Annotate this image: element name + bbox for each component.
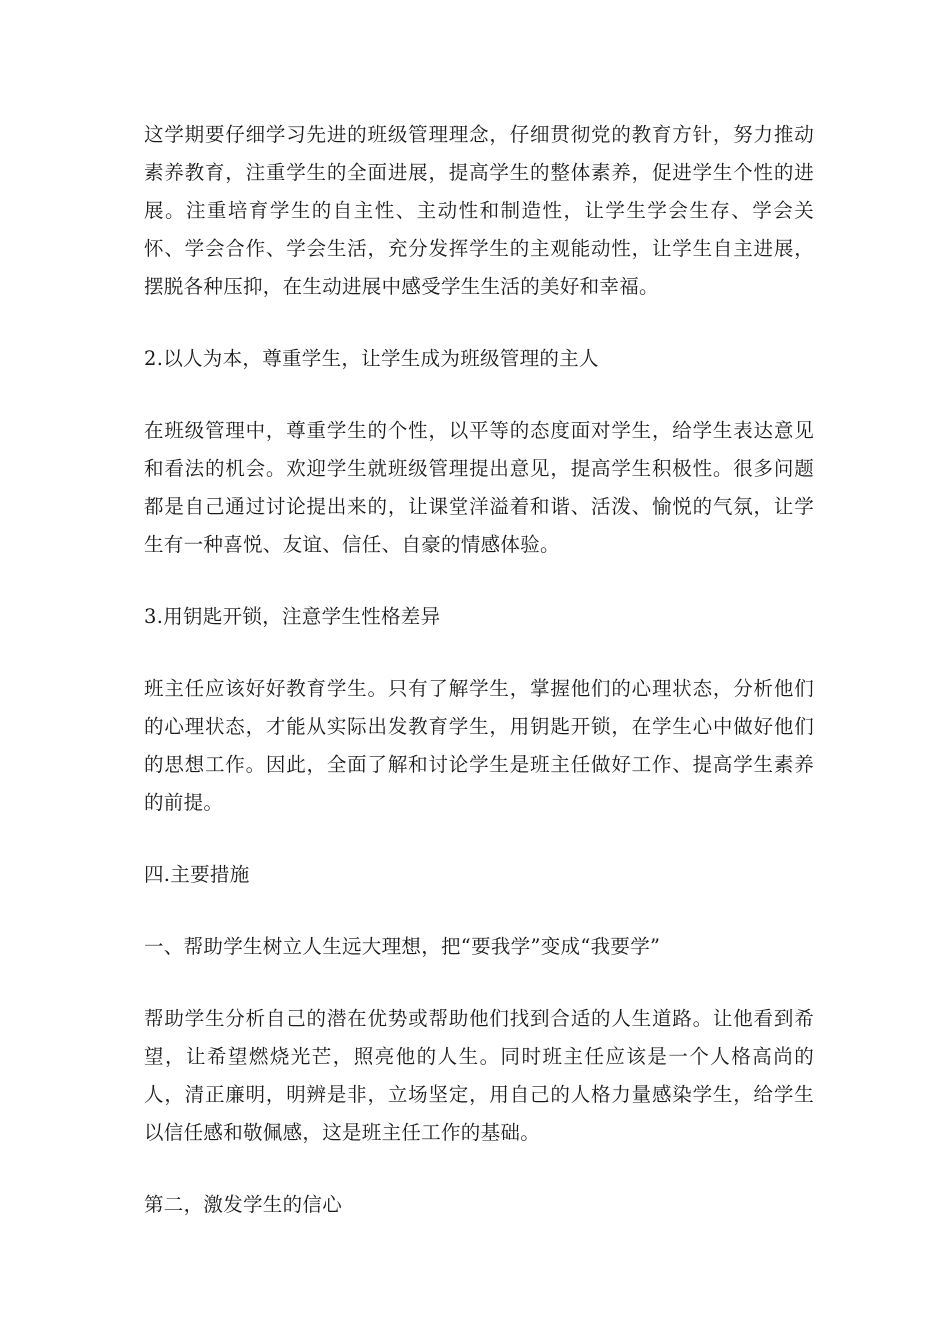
paragraph-understand-students: 班主任应该好好教育学生。只有了解学生，掌握他们的心理状态，分析他们的心理状态，才能从实际出发教育学生，用钥匙开锁，在学生心中做好他们的思想工作。因此，全面了解和讨论学生是班主任做好工作、提高学生素养的前提。 (144, 677, 814, 814)
section-heading-key-to-lock: 3.用钥匙开锁，注意学生性格差异 (144, 605, 441, 628)
section-heading-main-measures: 四.主要措施 (144, 863, 250, 886)
paragraph-class-management-philosophy: 这学期要仔细学习先进的班级管理理念，仔细贯彻党的教育方针，努力推动素养教育，注重学生的全面进展，提高学生的整体素养，促进学生个性的进展。注重培育学生的自主性、主动性和制造性，让学生学会生存、学会关怀、学会合作、学会生活，充分发挥学生的主观能动性，让学生自主进展，摆脱各种压抑，在生动进展中感受学生生活的美好和幸福。 (144, 123, 814, 298)
section-heading-people-oriented: 2.以人为本，尊重学生，让学生成为班级管理的主人 (144, 347, 599, 370)
section-heading-life-ideals: 一、帮助学生树立人生远大理想，把“要我学”变成“我要学” (144, 935, 661, 958)
paragraph-analyze-strengths: 帮助学生分析自己的潜在优势或帮助他们找到合适的人生道路。让他看到希望，让希望燃烧光芒，照亮他的人生。同时班主任应该是一个人格高尚的人，清正廉明，明辨是非，立场坚定，用自己的人格力量感染学生，给学生以信任感和敬佩感，这是班主任工作的基础。 (144, 1007, 814, 1144)
document-body (144, 116, 814, 1258)
paragraph-respect-students: 在班级管理中，尊重学生的个性，以平等的态度面对学生，给学生表达意见和看法的机会。欢迎学生就班级管理提出意见，提高学生积极性。很多问题都是自己通过讨论提出来的，让课堂洋溢着和谐、活泼、愉悦的气氛，让学生有一种喜悦、友谊、信任、自豪的情感体验。 (144, 419, 814, 556)
section-heading-inspire-confidence: 第二，激发学生的信心 (144, 1193, 343, 1216)
